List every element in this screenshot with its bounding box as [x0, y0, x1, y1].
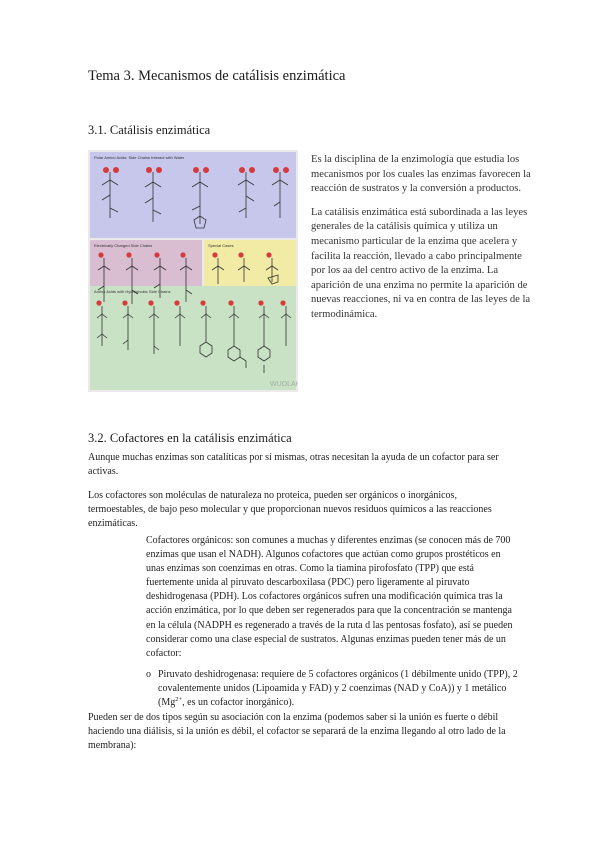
watermark: WUOLAH [270, 381, 298, 388]
bullet-marker: o [146, 669, 151, 680]
panel-d-caption: Amino Acids with Hydrophobic Side Chains [94, 289, 171, 294]
paragraph: Los cofactores son moléculas de naturaleza no proteica, pueden ser orgánicos o inorgánicos, termoestables, de bajo peso molecular y que proporcionan nuevos residuos químicos a las reacciones enzimáticas. [88, 490, 492, 529]
document-title: Tema 3. Mecanismos de catálisis enzimática [88, 68, 346, 84]
organic-cofactors-paragraph: Cofactores orgánicos: son comunes a muchas y diferentes enzimas (se conocen más de 700 enzimas que usan el NADH). Algunos cofactores que actúan como grupos prostéticos en unas enzimas son coenzimas en otras. Como la tiamina pirofosfato (TPP) que está fuertemente unida al piruvato descarboxilasa (PDC) pero ligeramente al piruvato deshidrogenasa (PDH). Los cofactores orgánicos sufren una modificación química tras la acción enzimática, por lo que deben ser regenerados para que la concentración se mantenga en la célula (NADPH es regenerado a través de la ruta d las pentosas fosfato), así se pueden considerar como una clase especial de sustratos. Algunas enzimas pueden tener más de un cofactor: [146, 535, 513, 659]
panel-b-caption: Electrically Charged Side Chains [94, 243, 153, 248]
intro-text [311, 153, 533, 332]
panel-a-background [90, 152, 296, 238]
bullet-text: Piruvato deshidrogenasa: requiere de 5 cofactores orgánicos (1 débilmente unido (TPP), 2 covalentemente unidos (Lipoamida y FAD) y 2 coenzimas (NAD y CoA)) y 1 metálico ($Mg^{2+}$, es un cofactor inorgánico). [158, 669, 518, 709]
intro-paragraph: Es la disciplina de la enzimología que estudia los mecanismos por los cuales las enzimas favorecen la reacción de sustratos y la conversión a productos. [311, 154, 531, 195]
section-heading-catalisis: 3.1. Catálisis enzimática [88, 123, 211, 137]
panel-c-caption: Special Cases [208, 243, 234, 248]
amino-acids-figure [88, 150, 298, 392]
amino-acids-diagram [88, 150, 298, 392]
section-heading-cofactores: 3.2. Cofactores en la catálisis enzimática [88, 431, 292, 445]
panel-d-background [90, 286, 296, 390]
paragraph: Pueden ser de dos tipos según su asociación con la enzima (podemos saber si la unión es fuerte o débil haciendo una diálisis, si la unión es débil, el cofactor se separará de la enzima llegando al otro lado de la membrana): [88, 712, 506, 751]
panel-a-caption: Polar Amino Acids: Side Chains Interact with Water [94, 155, 185, 160]
intro-paragraph: La catálisis enzimática está subordinada a las leyes generales de la catálisis química y utiliza un mecanismo particular de la enzima que acelera y facilita la reacción, llevado a cabo principalmente por los aa del centro activo de la enzima. La aparición de una enzima no permite la aparición de nuevas reacciones, ni va en contra de las leyes de la termodinámica. [311, 206, 531, 320]
paragraph: Aunque muchas enzimas son catalíticas por sí mismas, otras necesitan la ayuda de un cofactor para ser activas. [88, 452, 499, 477]
